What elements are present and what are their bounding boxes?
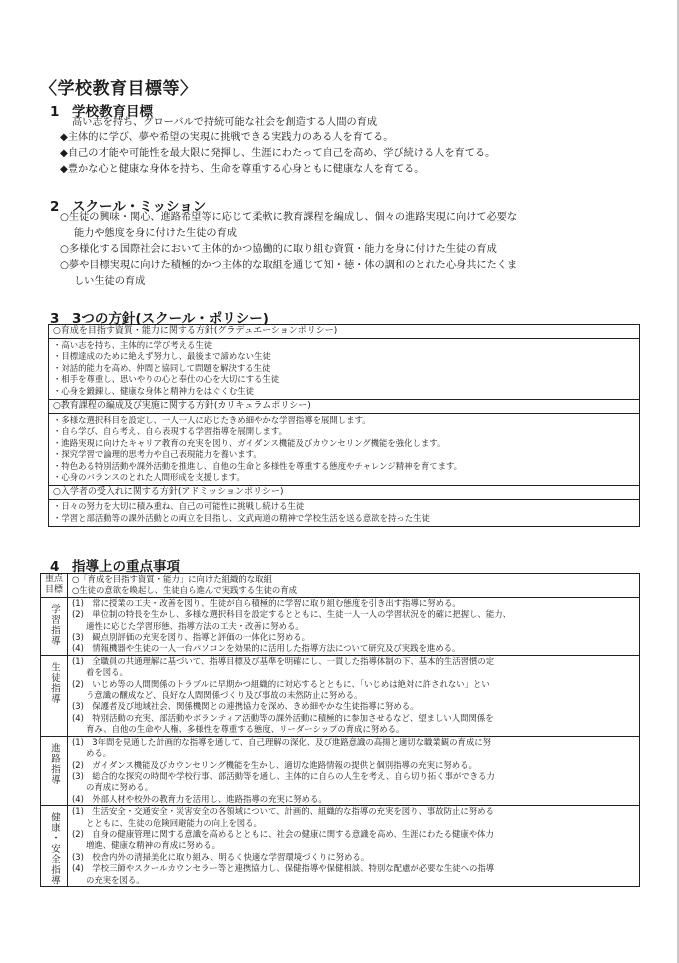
table-line: ○「育成を目指す資質・能力」に向けた組織的な取組 xyxy=(72,574,272,584)
table-line: (1) 生活安全・交通安全・災害安全の各領域について、計画的、組織的な指導の充実を図り、事故防止に努める xyxy=(72,806,494,817)
row-content xyxy=(68,597,640,655)
row-label-cell xyxy=(41,806,68,887)
row-content xyxy=(68,655,640,736)
row-content xyxy=(68,806,640,887)
table-line: 育み、自他の生命や人権、多様性を尊重する態度、リーダーシップの育成に努める。 xyxy=(86,724,405,735)
policy-line: ・心身のバランスのとれた人間形成を支援します。 xyxy=(53,472,245,483)
section-number: 4 xyxy=(50,559,60,575)
mission-line: ○夢や目標実現に向けた積極的かつ主体的な取組を通じて知・徳・体の調和のとれた心身共にたくま xyxy=(60,260,518,271)
policy-group xyxy=(49,414,639,486)
policy-line: ・目標達成のために絶えず努力し、最後まで諦めない生徒 xyxy=(53,351,271,362)
table-line: (1) 3年間を見通した計画的な指導を通して、自己理解の深化、及び進路意識の高揚と適切な職業観の育成に努 xyxy=(72,736,492,747)
policy-line: ・学習と部活動等の課外活動との両立を目指し、文武両道の精神で学校生活を送る意欲を持った生徒 xyxy=(53,512,430,523)
table-line: の充実を図る。 xyxy=(86,874,145,885)
policy-line: ・日々の努力を大切に積み重ね、自己の可能性に挑戦し続ける生徒 xyxy=(53,501,305,512)
policy-line: ・自ら学び、自ら考え、自ら表現する学習指導を展開します。 xyxy=(53,426,287,437)
policy-line: ・対話的能力を高め、仲間と協同して問題を解決する生徒 xyxy=(53,362,271,373)
section-number: 1 xyxy=(50,104,60,120)
table-line: める。 xyxy=(86,748,112,759)
table-row xyxy=(41,655,640,736)
row-label: 重点 xyxy=(44,574,63,585)
table-line: の育成に努める。 xyxy=(86,782,153,793)
document-title: 〈学校教育目標等〉 xyxy=(40,79,198,99)
policy-line: ・多様な選択科目を設定し、一人一人に応じたきめ細やかな学習指導を展開します。 xyxy=(53,415,371,426)
policy-line: ・探究学習で論理的思考力や自己表現能力を養います。 xyxy=(53,449,262,460)
table-line: (3) 保護者及び地域社会、関係機関との連携協力を深め、きめ細やかな生徒指導に努める。 xyxy=(72,701,419,712)
table-line: (3) 観点別評価の充実を図り、指導と評価の一体化に努める。 xyxy=(72,632,310,643)
policy-heading: ○育成を目指す資質・能力に関する方針(グラデュエーションポリシー) xyxy=(49,325,639,339)
table-line: (2) いじめ等の人間関係のトラブルに早期かつ組織的に対応するとともに、「いじめは絶対に許されない」とい xyxy=(72,678,490,689)
row-label-cell xyxy=(41,574,68,598)
table-line: (3) 総合的な探究の時間や学校行事、部活動等を通し、主体的に自らの人生を考え、自ら切り拓く事ができる力 xyxy=(72,770,495,781)
priority-table xyxy=(40,573,640,887)
policy-line: ・高い志を持ち、主体的に学び考える生徒 xyxy=(53,340,213,350)
policy-line: ・進路実現に向けたキャリア教育の充実を図り、ガイダンス機能及びカウンセリング機能を強化します。 xyxy=(53,437,446,448)
table-line: (2) ガイダンス機能及びカウンセリング機能を生かし、適切な進路情報の提供と個別指導の充実に努める。 xyxy=(72,759,477,770)
table-line: ○生徒の意欲を喚起し、生徒自ら進んで実践する生徒の育成 xyxy=(72,585,298,596)
section-4-heading xyxy=(50,555,180,575)
policy-group xyxy=(49,339,639,400)
row-content xyxy=(68,574,640,598)
mission-line: 能力や態度を身に付けた生徒の育成 xyxy=(74,228,237,239)
table-line: 着を図る。 xyxy=(86,667,128,678)
row-label-cell xyxy=(41,736,68,805)
table-line: (2) 自身の健康管理に関する意識を高めるとともに、社会の健康に関する意識を高め、生涯にわたる健康や体力 xyxy=(72,828,494,839)
policy-group xyxy=(49,500,639,526)
table-row xyxy=(41,574,640,598)
table-row xyxy=(41,806,640,887)
row-label-cell xyxy=(41,597,68,655)
row-label-cell xyxy=(41,655,68,736)
row-label: 進路指導 xyxy=(49,742,60,785)
table-line: (3) 校舎内外の清掃美化に取り組み、明るく快適な学習環境づくりに努める。 xyxy=(72,851,370,862)
table-line: (4) 情報機器や生徒の一人一台パソコンを効果的に活用した指導方法について研究及び実践を進める。 xyxy=(72,643,461,654)
table-line: 増進、健康な精神の育成に努める。 xyxy=(86,840,220,851)
table-line: とともに、生徒の危険回避能力の向上を図る。 xyxy=(86,817,262,828)
mission-line: ○生徒の興味・関心、進路希望等に応じて柔軟に教育課程を編成し、個々の進路実現に向けて必要な xyxy=(60,212,518,223)
table-line: う意識の醸成など、良好な人間関係づくり及び事故の未然防止に努める。 xyxy=(86,690,363,701)
section-title: スクール・ミッション xyxy=(72,199,207,215)
policy-box xyxy=(48,324,640,527)
table-line: (1) 常に授業の工夫・改善を図り、生徒が自ら積極的に学習に取り組む態度を引き出す指導に努める。 xyxy=(72,597,461,608)
mission-line: ○多様化する国際社会において主体的かつ協働的に取り組む資質・能力を身に付けた生徒の育成 xyxy=(60,244,497,255)
policy-line: ・特色ある特別活動や課外活動を推進し、自他の生命と多様性を尊重する態度やチャレンジ精神を育てます。 xyxy=(53,460,463,471)
section-title: 学校教育目標 xyxy=(72,104,153,120)
policy-heading: ○入学者の受入れに関する方針(アドミッションポリシー) xyxy=(49,486,639,500)
section-title: 3つの方針(スクール・ポリシー) xyxy=(72,311,269,327)
table-line: (2) 単位制の特長を生かし、多様な選択科目を設定するとともに、生徒一人一人の学習状況を的確に把握し、能力、 xyxy=(72,609,511,620)
row-label: 学習指導 xyxy=(49,603,60,646)
section-number: 2 xyxy=(50,199,60,215)
goal-item: ◆豊かな心と健康な身体を持ち、生命を尊重する心身ともに健康な人を育てる。 xyxy=(60,164,425,175)
table-line: (4) 外部人材や校外の教育力を活用し、進路指導の充実に努める。 xyxy=(72,793,327,804)
table-row xyxy=(41,736,640,805)
row-label: 生徒指導 xyxy=(49,661,60,704)
row-content xyxy=(68,736,640,805)
table-line: (4) 学校三師やスクールカウンセラー等と連携協力し、保健指導や保健相談、特別な配慮が必要な生徒への指導 xyxy=(72,863,495,874)
table-line: (4) 特別活動の充実、部活動やボランティア活動等の課外活動に積極的に参加させるなど、望ましい人間関係を xyxy=(72,712,494,723)
policy-line: ・相手を尊重し、思いやりの心と奉仕の心を大切にする生徒 xyxy=(53,374,280,385)
table-line: 適性に応じた学習形態、指導方法の工夫・改善に努める。 xyxy=(86,620,304,631)
section-number: 3 xyxy=(50,311,60,327)
row-label: 健康・安全指導 xyxy=(49,812,60,886)
mission-line: しい生徒の育成 xyxy=(74,276,146,287)
table-line: (1) 全職員の共通理解に基づいて、指導目標及び基準を明確にし、一貫した指導体制の下、基本的生活習慣の定 xyxy=(72,655,495,666)
table-row xyxy=(41,597,640,655)
policy-heading: ○教育課程の編成及び実施に関する方針(カリキュラムポリシー) xyxy=(49,400,639,414)
goal-item: ◆自己の才能や可能性を最大限に発揮し、生涯にわたって自己を高め、学び続ける人を育てる。 xyxy=(60,148,496,159)
goal-item: ◆主体的に学び、夢や希望の実現に挑戦できる実践力のある人を育てる。 xyxy=(60,132,394,143)
row-label: 目標 xyxy=(44,585,63,596)
policy-line: ・心身を鍛錬し、健康な身体と精神力をはぐくむ生徒 xyxy=(53,385,254,396)
section-title: 指導上の重点事項 xyxy=(72,559,180,575)
goal-lead: 高い志を持ち、グローバルで持続可能な社会を創造する人間の育成 xyxy=(72,117,378,128)
